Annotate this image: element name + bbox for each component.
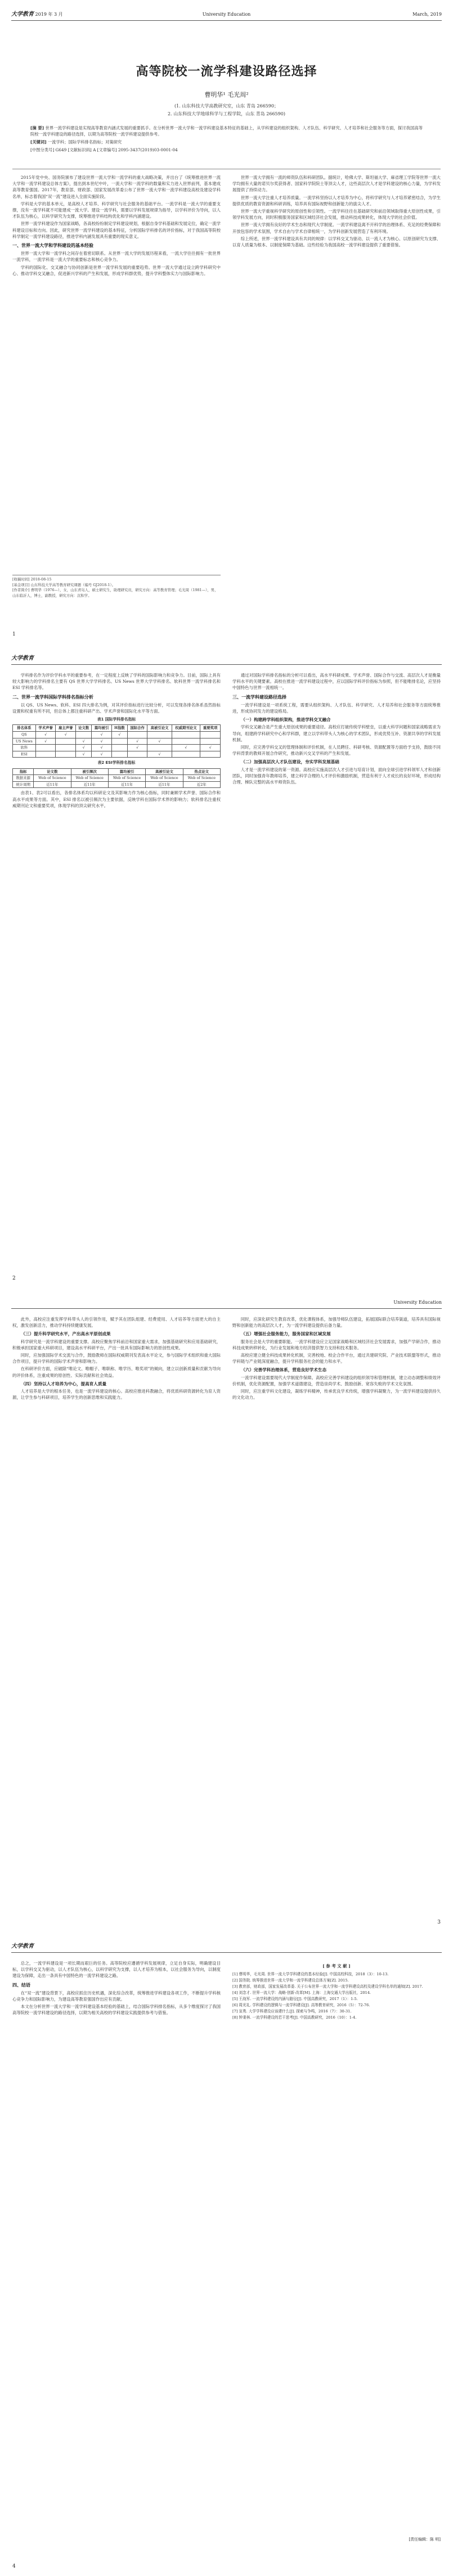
section-heading: （四）坚持以人才培养为中心，提高育人质量 [21,1381,107,1386]
table-cell: √ [92,745,112,751]
page3-column-right [232,1316,441,1912]
reference-item: [8] 钟秉林. 一流学科建设的若干思考[J]. 中国高教研究，2016（10）：1-4. [232,2015,357,2020]
table-cell: √ [76,738,92,745]
paragraph: 2015年党中央、国务院颁布了建设世界一流大学和一流学科的重大战略决策，并出台了《统筹推进世界一流大学和一流学科建设总体方案》，提出到本世纪中叶，一流大学和一流学科的数量和实力进入世界前列，基本建成高等教育强国。2017年，教育部、财政部、国家发展改革委公布了世界一流大学和一流学科建设高校及建设学科名单，标志着我国“双一流”建设进入全面实施阶段。 [12,175,221,199]
page3-column-left [12,1316,221,1912]
table-header-cell: 篇均被引 [92,725,112,732]
table-cell: 近11年 [71,781,108,788]
table-row [13,775,221,782]
table-cell [56,751,76,758]
paragraph: 本文在分析世界一流大学和一流学科建设基本经验的基础上，结合国际学科排名指标，从多个维度探讨了我国高等院校一流学科建设的路径选择，以期为相关高校的学科建设实践提供参考与借鉴。 [12,2004,221,2016]
paragraph: 高校应建立健全科技成果转化机制，完善校地、校企合作平台，通过共建研究院、产业技术联盟等形式，推动学科链与产业链深度融合，提升学科服务社会的能力和水平。 [232,1353,441,1364]
reference-item: [4] 刘念才. 世界一流大学：战略·创新·改革[M]. 上海：上海交通大学出版社，2014. [232,1990,371,1995]
page-number: 4 [12,2564,16,2569]
journal-name-en: University Education [202,12,251,17]
table-cell: √ [127,745,147,751]
abstract-text: 世界一流学科建设是实现高等教育内涵式发展的重要抓手。在分析世界一流大学和一流学科建设基本特征的基础上，从学科建设的组织架构、人才队伍、科学研究、人才培养和社会服务等方面，探讨我国高等院校一流学科建设的路径选择，以期为高等院校一流学科建设提供参考。 [30,125,423,137]
section-heading: （二）加强高层次人才队伍建设，夯实学科发展基础 [241,759,339,765]
page-2 [0,644,453,1288]
section-heading: 一、世界一流大学和学科建设的基本经验 [12,243,93,249]
table-cell: Web of Science [108,775,145,782]
reference-item: [7] 宣勇. 大学学科建设应该建什么[J]. 探索与争鸣，2016（7）：30-31. [232,2009,352,2014]
table-header-cell: 被引频次 [71,768,108,775]
section-heading: 二、世界一流学科国际学科排名指标分析 [12,694,93,700]
section-heading: （六）完善学科治理体系，营造良好学术生态 [241,1367,327,1373]
table-cell [35,751,56,758]
paragraph: 同时，应加强国际学术交流与合作，鼓励教师在国际权威期刊发表高水平论文，参与国际学术组织和重大国际合作项目，提升学科的国际学术声誉和影响力。 [12,1353,221,1364]
table-cell: 软科 [13,745,36,751]
table-header-cell: 高被引论文 [146,768,183,775]
paragraph: 人才培养是大学的根本任务，也是一流学科建设的核心。高校应推进科教融合，将优质科研资源转化为育人资源，让学生参与科研项目，培养学生的创新思维和实践能力。 [12,1389,221,1400]
journal-logo: 大学教育 [11,655,34,661]
table-cell: QS [13,732,36,738]
table-header-cell: 热点论文 [183,768,220,775]
table-cell: √ [35,738,56,745]
table-header-cell: 论文数 [76,725,92,732]
table2-caption: 表2 ESI学科排名指标 [97,760,136,765]
keywords-text: 一流学科；国际学科排名指标；对策研究 [47,139,122,145]
table-header-cell: H指数 [112,725,128,732]
page-4 [0,1932,453,2576]
paragraph: 世界一流大学和一流学科之间存在着密切联系。从世界一流大学的发展历程来看，一流大学往往拥有一批世界一流学科，一流学科是一流大学的重要标志和核心竞争力。 [12,251,221,263]
journal-name-en: University Education [393,1300,442,1305]
paragraph: 世界一流大学注重人才培养质量。一流学科坚持以人才培养为中心，将科学研究与人才培养紧密结合，为学生提供优质的教育资源和科研训练，培养具有国际视野和创新能力的拔尖人才。 [232,195,441,206]
table-cell [56,738,76,745]
page2-left-text-after [12,790,221,809]
table-cell: Web of Science [146,775,183,782]
table-header-row [13,725,221,732]
paragraph: 由表1、表2可以看出，各排名体系均以科研论文及其影响力作为核心指标，同时兼顾学术声誉、国际合作和高水平成果等方面。其中，ESI 排名以被引频次为主要依据，反映学科在国际学术界的影响力；软科排名注重权威期刊论文和重要奖项，体现学科的顶尖研究水平。 [12,790,221,808]
table-cell: Web of Science [71,775,108,782]
table-cell: √ [76,751,92,758]
paragraph: 学科的国际化、交叉融合与协同创新是世界一流学科发展的重要趋势。世界一流大学通过设立跨学科研究中心、推动学科交叉融合，促进新兴学科的产生和发展，形成学科群优势，提升学科整体实力与国际影响力。 [12,264,221,276]
paragraph: 以 QS、US News、软科、ESI 四大排名为例，对其评价指标进行比较分析，可以发现各排名体系虽然指标设置和权重有所不同，但总体上都注重科研产出、学术声誉和国际化水平等方面。 [12,702,221,714]
table-cell: √ [35,732,56,738]
table-header-cell: 重要奖项 [200,725,221,732]
reference-item: [2] 国务院. 统筹推进世界一流大学和一流学科建设总体方案[Z]. 2015. [232,1978,349,1983]
references-list [232,1971,441,2020]
affiliation-1: (1. 山东科技大学高教研究室，山东 青岛 266590； [174,103,279,109]
table-cell: ESI [13,751,36,758]
paper-title: 高等院校一流学科建设路径选择 [136,64,317,79]
paragraph: 学科交叉融合是产生重大原创成果的重要途径。高校应打破传统学科壁垒，以重大科学问题和国家战略需求为导向，组建跨学科研究中心和学科群，建立以学科带头人为核心的学术团队，形成优势互补、资源共享的学科发展机制。 [232,724,441,742]
section-heading: （一）构建跨学科组织架构，推进学科交叉融合 [241,717,331,723]
table-header-cell: 指标 [13,768,34,775]
page-header [11,10,442,21]
table-row [13,732,221,738]
paragraph: 人才是一流学科建设的第一资源。高校应实施高层次人才引进与培育计划，面向全球引进学科领军人才和创新团队，同时加强青年教师培养，建立科学合理的人才评价和激励机制，营造有利于人才成长的良好环境，形成结构合理、梯队完整的高水平师资队伍。 [232,767,441,785]
journal-month: March, 2019 [412,12,442,17]
table-header-cell: 权威期刊论文 [172,725,200,732]
references [232,1960,441,2523]
paragraph: 世界一流学科建设作为国家战略，各高校纷纷制定学科建设规划，根据自身学科基础和发展定位，确定一流学科建设目标和方向。因此，研究世界一流学科建设的基本特征，分析国际学科排名的评价指标，对于我国高等院校科学制定一流学科建设路径，推进学科内涵发展具有重要的现实意义。 [12,221,221,239]
table-row [13,781,221,788]
reference-item: [3] 教育部，财政部，国家发展改革委. 关于公布世界一流大学和一流学科建设高校及建设学科名单的通知[Z]. 2017. [232,1984,423,1989]
table-cell: 数据来源 [13,775,34,782]
paragraph: 世界一流大学拥有一流的师资队伍和科研团队。据统计，哈佛大学、斯坦福大学、麻省理工学院等世界一流大学均拥有大量的诺贝尔奖获得者、国家科学院院士等顶尖人才，这些高层次人才是学科建设的核心力量，为学科发展提供了持续动力。 [232,175,441,193]
paper-footnote: [收稿时间] 2018-08-15 [基金项目] 山东科技大学高等教育研究课题（编号 GJ2018-1）。 [作者简介] 曹明华（1976—），女，山东青岛人，硕士研究生，助理研究员，研究方向：高等教育管理；毛光周（1981—），男，山东临沂人，博士，副教授，研究方向：沉积学。 [12,575,221,622]
table-cell: √ [200,745,221,751]
paragraph: 同时，应完善学科交叉的管理体制和评价机制，在人员聘任、科研考核、资源配置等方面给予支持，鼓励不同学科背景的教师开展合作研究，推动新兴交叉学科的产生和发展。 [232,745,441,756]
paragraph: 同时，应深化研究生教育改革，优化课程体系，加强导师队伍建设，拓展国际联合培养渠道，培养具有国际视野和创新能力的高层次人才，为一流学科建设提供后备力量。 [232,1317,441,1328]
table-cell [112,745,128,751]
table-cell: 统计周期 [13,781,34,788]
table-cell [127,732,147,738]
table-2 [12,768,221,789]
table-row [13,751,221,758]
affiliation-2: 2. 山东科技大学地球科学与工程学院，山东 青岛 266590) [168,111,285,116]
page-header [11,1298,442,1309]
page-header [11,654,442,665]
table-header-cell: 篇均被引 [108,768,145,775]
page-number: 2 [12,1276,16,1281]
page4-column-left [12,1960,221,2556]
table-cell: Web of Science [34,775,71,782]
table-header-cell: 高被引论文 [147,725,172,732]
paragraph: 科学研究是一流学科建设的重要支撑。高校应聚焦学科前沿和国家重大需求，加强基础研究和应用基础研究，积极承担国家重大科研项目，建设高水平科研平台，产出一批具有国际影响力的原创性成果。 [12,1339,221,1350]
paragraph: 综上所述，世界一流学科建设具有共同的规律：以学科交叉为驱动、以一流人才为核心、以原创研究为支撑、以育人质量为根本、以制度保障为基础。这些经验为我国高校一流学科建设提供了重要借鉴。 [232,236,441,248]
table-cell [172,751,200,758]
table-cell: 近2年 [183,781,220,788]
section-heading: 四、结语 [12,1982,30,1988]
paragraph: 通过对国际学科排名指标的分析可以看出，高水平科研成果、学术声誉、国际合作与交流、高层次人才是衡量学科水平的关键要素。高校在推进一流学科建设过程中，应以国际学科评价指标为参照，但不能唯排名论，应坚持中国特色与世界一流相统一。 [232,673,441,691]
table-row [13,745,221,751]
table-cell [172,732,200,738]
paragraph: 世界一流大学重视科学研究的原创性和引领性。一流学科往往在基础研究和前沿领域取得重大原创性成果，引领学科发展方向，同时积极服务国家和区域经济社会发展，推动科技成果转化，体现大学的社会价值。 [232,209,441,220]
page-number: 1 [12,632,16,637]
table-cell [127,751,147,758]
paragraph: 世界一流大学拥有良好的学术生态和现代大学制度。一流学科建设离不开科学的治理体系、充足的经费保障和开放包容的学术氛围，学术自由与学术自律相统一，为学科创新发展营造了有利环境。 [232,222,441,234]
journal-logo: 大学教育 2019 年 3 月 [11,11,63,17]
table-1 [12,724,221,758]
table-cell: √ [127,738,147,745]
journal-logo: 大学教育 [11,1943,34,1949]
paragraph: 一流学科建设需要现代大学制度作保障。高校应完善学科建设的组织领导和管理机制，建立动态调整和绩效评价机制，优化资源配置，加强学术道德建设，营造崇尚学术、鼓励创新、宽容失败的学术文化氛围。 [232,1375,441,1386]
table-cell [200,738,221,745]
table-cell: √ [56,732,76,738]
table-cell [200,732,221,738]
table-header-cell: 国际合作 [127,725,147,732]
table-cell: 近11年 [146,781,183,788]
paper-authors: 曹明华¹ 毛光周² [204,91,249,98]
table-cell: Web of Science [183,775,220,782]
table-cell: √ [92,751,112,758]
table-cell: √ [76,745,92,751]
table-cell [147,732,172,738]
page-3 [0,1288,453,1932]
paragraph: 一流学科建设是一项系统工程，需要从组织架构、人才队伍、科学研究、人才培养和社会服务等方面统筹推进，形成协同发力的建设格局。 [232,702,441,714]
section-heading: 三、一流学科建设路径选择 [232,694,286,700]
table-cell: √ [92,738,112,745]
table-cell [56,745,76,751]
table-cell [76,732,92,738]
section-heading: （五）增强社会服务能力，服务国家和区域发展 [241,1331,331,1337]
responsible-editor: [责任编辑：陈 明] [409,2537,441,2542]
references-title: [ 参 考 文 献 ] [322,1963,351,1969]
table-cell [35,745,56,751]
paragraph: 同时，应注重学科文化建设，凝练学科精神，传承优良学术传统，增强学科凝聚力，为一流学科建设提供持久的文化动力。 [232,1389,441,1400]
page2-column-right [232,672,441,1268]
section-heading: （三）提升科学研究水平，产出高水平原创成果 [21,1331,111,1337]
keywords-label: [关键词] [30,139,47,145]
table-header-cell: 排名体系 [13,725,36,732]
page2-column-left [12,672,221,1268]
table-cell: √ [92,732,112,738]
table-cell: √ [147,738,172,745]
table-cell: 近11年 [108,781,145,788]
paragraph: 学科排名作为评价学科水平的重要参考，在一定程度上反映了学科的国际影响力和竞争力。目前，国际上具有较大影响力的学科排名主要有 QS 世界大学学科排名、US News 世界大学学科排名、软科世界一流学科排名和 ESI 学科排名等。 [12,673,221,691]
table-cell [147,745,172,751]
page-number: 3 [437,1920,441,1925]
paper-affiliations [0,102,453,118]
table-header-cell: 论文数 [34,768,71,775]
page1-column-left [12,174,221,568]
abstract-block [30,125,423,153]
classification-line: [中图分类号] G649 [文献标识码] A [文章编号] 2095-3437(2019)03-0001-04 [30,147,178,152]
reference-item: [5] 王战军. 一流学科建设的内涵与路径[J]. 中国高教研究，2017（1）：1-5. [232,1997,358,2001]
table-header-cell: 雇主声誉 [56,725,76,732]
reference-item: [6] 周光礼. 学科建设的逻辑与一流学科建设[J]. 高等教育研究，2016（5）：72-76. [232,2003,370,2007]
page-1 [0,0,453,644]
table-header-cell: 学术声誉 [35,725,56,732]
table-row [13,738,221,745]
table-cell [112,751,128,758]
page2-left-text [12,672,221,714]
reference-item: [1] 曹明华，毛光周. 世界一流大学学科建设的基本经验[J]. 中国高校科技，2018（3）：10-13. [232,1972,389,1976]
page1-column-right [232,174,441,619]
table-cell: √ [112,732,128,738]
table-cell: 近11年 [34,781,71,788]
paragraph: 学科是大学的基本单元，是高校人才培养、科学研究与社会服务的基础平台。一流学科是一流大学的重要支撑，没有一流学科就不可能建成一流大学。建设一流学科，需要以学科发展规律为指导，以学科评价为导向，以人才队伍为核心，以科学研究为支撑，统筹推进学科结构优化和学科内涵建设。 [12,201,221,219]
table-cell: √ [172,745,200,751]
table1-caption: 表1 国际学科排名指标 [97,717,136,722]
table-cell: US News [13,738,36,745]
paragraph: 服务社会是大学的重要职能。一流学科建设应立足国家战略和区域经济社会发展需求，加强产学研合作，推动科技成果转移转化，为行业发展和地方经济提供智力支持和技术服务。 [232,1339,441,1350]
paragraph: 总之，一流学科建设是一项长期而艰巨的任务。高等院校应遵循学科发展规律，立足自身实际，明确建设目标，以学科交叉为驱动，以人才队伍为核心，以科学研究为支撑，以人才培养为根本，以社会服务为导向，以制度建设为保障，走出一条具有中国特色的一流学科建设之路。 [12,1961,221,1979]
paragraph: 在“双一流”建设背景下，高校应抓住历史机遇，深化综合改革，统筹推进学科建设各项工作，不断提升学科核心竞争力和国际影响力，为建设高等教育强国作出应有贡献。 [12,1990,221,2002]
page-header [11,1942,442,1953]
paragraph: 此外，高校应注重发挥学科带头人的引领作用，赋予其在团队组建、经费使用、人才培养等方面更大的自主权，激发创新活力，推动学科持续健康发展。 [12,1317,221,1328]
table-cell [172,738,200,745]
table-header-row [13,768,221,775]
table-cell [112,738,128,745]
table-cell [200,751,221,758]
abstract-label: [摘 要] [30,125,44,130]
paragraph: 在科研评价方面，应破除“唯论文、唯帽子、唯职称、唯学历、唯奖项”的倾向，建立以创新质量和贡献为导向的评价体系，注重成果的原创性、实际贡献和社会效益。 [12,1366,221,1378]
table-cell: √ [147,751,172,758]
